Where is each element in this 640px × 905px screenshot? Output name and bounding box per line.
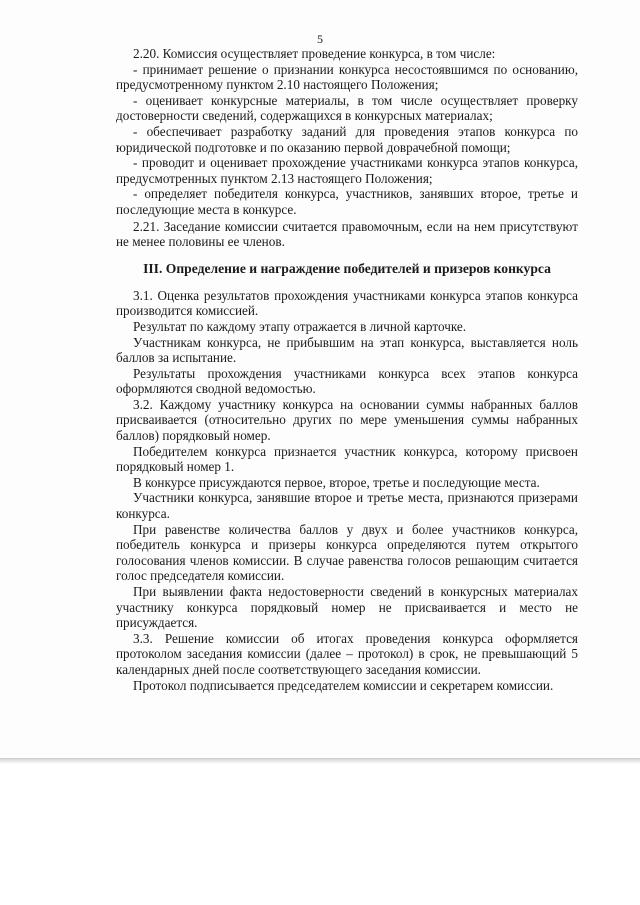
paragraph: В конкурсе присуждаются первое, второе, третье и последующие места.	[133, 474, 540, 490]
clause-2-20-item: - обеспечивает разработку заданий для проведения этапов конкурса по юридической подготовке и по оказанию первой доврачебной помощи;	[116, 123, 578, 155]
paragraph: Результаты прохождения участниками конкурса всех этапов конкурса оформляются сводной ведомостью.	[116, 365, 578, 397]
paragraph: При равенстве количества баллов у двух и более участников конкурса, победитель конкурса и призеры конкурса определяются путем открытого голосования членов комиссии. В случае равенства голосов решающим считается голос председателя комиссии.	[116, 521, 578, 584]
paragraph: Победителем конкурса признается участник конкурса, которому присвоен порядковый номер 1.	[116, 443, 578, 475]
paragraph: Участники конкурса, занявшие второе и третье места, признаются призерами конкурса.	[116, 490, 578, 522]
document-body	[116, 46, 578, 693]
clause-2-21: 2.21. Заседание комиссии считается правомочным, если на нем присутствуют не менее половины ее членов.	[116, 218, 578, 250]
paragraph: Результат по каждому этапу отражается в личной карточке.	[133, 318, 467, 334]
paragraph: При выявлении факта недостоверности сведений в конкурсных материалах участнику конкурса порядковый номер не присваивается и место не присуждается.	[116, 584, 578, 631]
paragraph: Участникам конкурса, не прибывшим на этап конкурса, выставляется ноль баллов за испытание.	[116, 334, 578, 366]
paragraph: Протокол подписывается председателем комиссии и секретарем комиссии.	[133, 677, 554, 693]
clause-2-20-item: - определяет победителя конкурса, участников, занявших второе, третье и последующие места в конкурсе.	[116, 186, 578, 217]
clause-3-2: 3.2. Каждому участнику конкурса на основании суммы набранных баллов присваивается (относительно других по мере уменьшения суммы набранных баллов) порядковый номер.	[116, 396, 578, 444]
clause-2-20: 2.20. Комиссия осуществляет проведение конкурса, в том числе:	[133, 46, 496, 61]
clause-2-20-item: - принимает решение о признании конкурса несостоявшимся по основанию, предусмотренному пунктом 2.10 настоящего Положения;	[116, 61, 578, 93]
clause-3-3: 3.3. Решение комиссии об итогах проведения конкурса оформляется протоколом заседания комиссии (далее – протокол) в срок, не превышающий 5 календарных дней после соответствующего заседания комиссии.	[116, 630, 578, 677]
page-number: 5	[317, 32, 323, 46]
section-heading: III. Определение и награждение победителей и призеров конкурса	[143, 260, 551, 276]
clause-2-20-item: - оценивает конкурсные материалы, в том числе осуществляет проверку достоверности сведений, содержащихся в конкурсных материалах;	[116, 92, 578, 124]
clause-2-20-item: - проводит и оценивает прохождение участниками конкурса этапов конкурса, предусмотренных пунктом 2.13 настоящего Положения;	[116, 155, 578, 186]
clause-3-1: 3.1. Оценка результатов прохождения участниками конкурса этапов конкурса производится комиссией.	[116, 287, 578, 319]
